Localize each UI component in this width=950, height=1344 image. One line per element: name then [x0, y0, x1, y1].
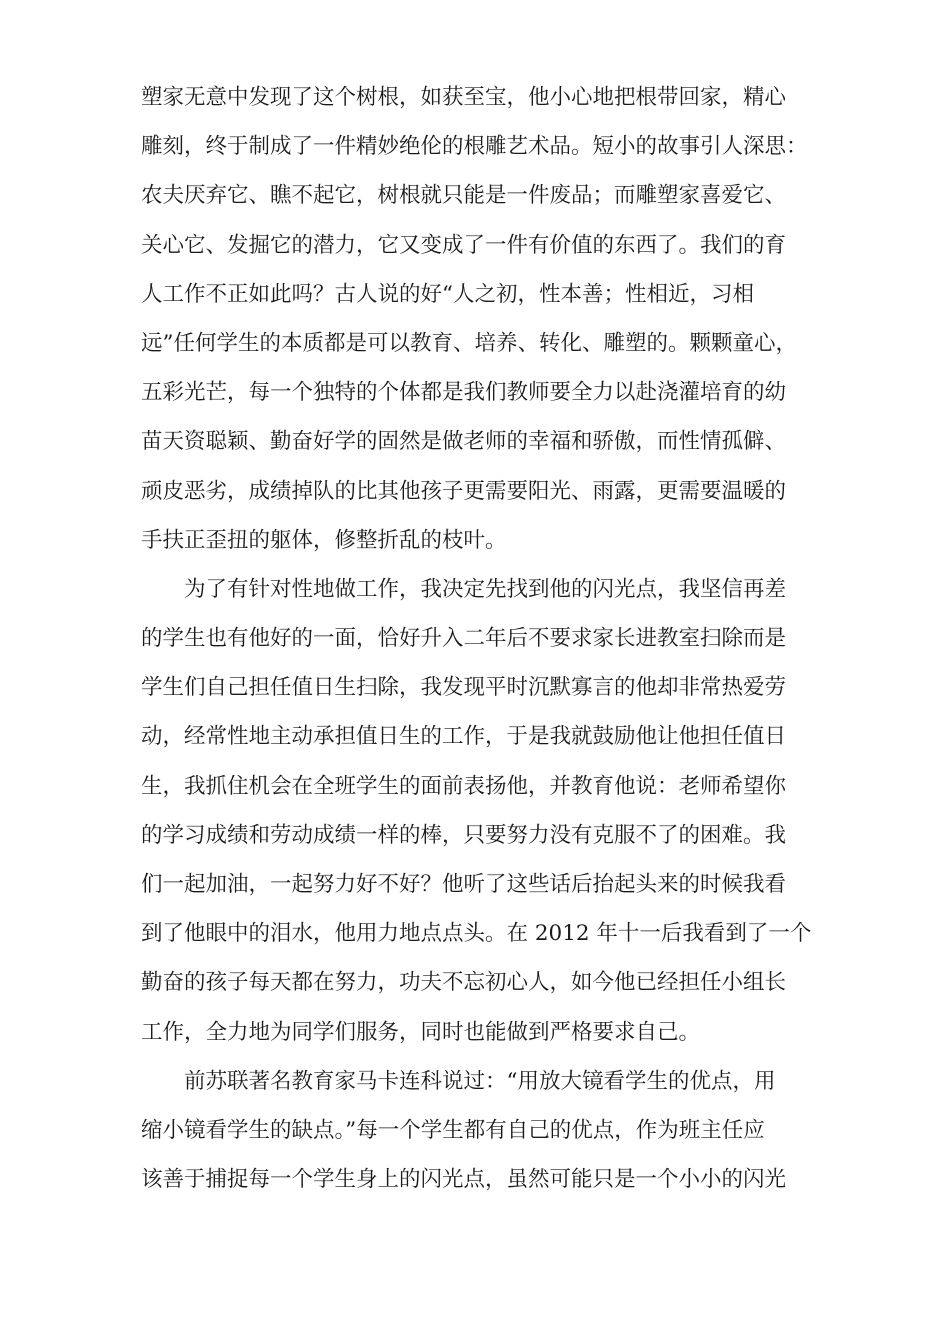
text-line: 勤奋的孩子每天都在努力，功夫不忘初心人，如今他已经担任小组长: [141, 970, 787, 996]
text-line: 到了他眼中的泪水，他用力地点点头。在 2012 年十一后我看到了一个: [141, 921, 812, 947]
text-line: 远”任何学生的本质都是可以教育、培养、转化、雕塑的。颗颗童心，: [141, 330, 797, 356]
text-line: 前苏联著名教育家马卡连科说过：“用放大镜看学生的优点，用: [184, 1068, 776, 1094]
text-line: 该善于捕捉每一个学生身上的闪光点，虽然可能只是一个小小的闪光: [141, 1167, 787, 1193]
text-line: 工作，全力地为同学们服务，同时也能做到严格要求自己。: [141, 1019, 701, 1045]
text-line: 的学习成绩和劳动成绩一样的棒，只要努力没有克服不了的困难。我: [141, 822, 787, 848]
text-line: 苗天资聪颖、勤奋好学的固然是做老师的幸福和骄傲，而性情孤僻、: [141, 429, 787, 455]
text-line: 们一起加油，一起努力好不好？他听了这些话后抬起头来的时候我看: [141, 872, 787, 897]
text-line: 人工作不正如此吗？古人说的好“人之初，性本善；性相近，习相: [141, 281, 754, 307]
text-line: 缩小镜看学生的缺点。”每一个学生都有自己的优点，作为班主任应: [141, 1117, 765, 1143]
text-line: 动，经常性地主动承担值日生的工作，于是我就鼓励他让他担任值日: [141, 724, 787, 750]
text-line: 手扶正歪扭的躯体，修整折乱的枝叶。: [141, 527, 507, 553]
text-line: 农夫厌弃它、瞧不起它，树根就只能是一件废品；而雕塑家喜爱它、: [141, 183, 787, 209]
paragraph-3: [141, 1057, 831, 1205]
text-line: 塑家无意中发现了这个树根，如获至宝，他小心地把根带回家，精心: [141, 85, 787, 110]
paragraph-1: [141, 73, 831, 565]
text-line: 的学生也有他好的一面，恰好升入二年后不要求家长进教室扫除而是: [141, 626, 787, 652]
body-text: [141, 73, 831, 1204]
text-line: 雕刻，终于制成了一件精妙绝伦的根雕艺术品。短小的故事引人深思：: [141, 134, 808, 160]
text-line: 五彩光芒，每一个独特的个体都是我们教师要全力以赴浇灌培育的幼: [141, 380, 787, 406]
text-line: 为了有针对性地做工作，我决定先找到他的闪光点，我坚信再差: [184, 576, 787, 602]
text-line: 学生们自己担任值日生扫除，我发现平时沉默寡言的他却非常热爱劳: [141, 675, 787, 701]
text-line: 生，我抓住机会在全班学生的面前表扬他，并教育他说：老师希望你: [141, 773, 787, 799]
paragraph-2: [141, 565, 831, 1057]
text-line: 顽皮恶劣，成绩掉队的比其他孩子更需要阳光、雨露，更需要温暖的: [141, 478, 787, 504]
text-line: 关心它、发掘它的潜力，它又变成了一件有价值的东西了。我们的育: [141, 232, 787, 258]
